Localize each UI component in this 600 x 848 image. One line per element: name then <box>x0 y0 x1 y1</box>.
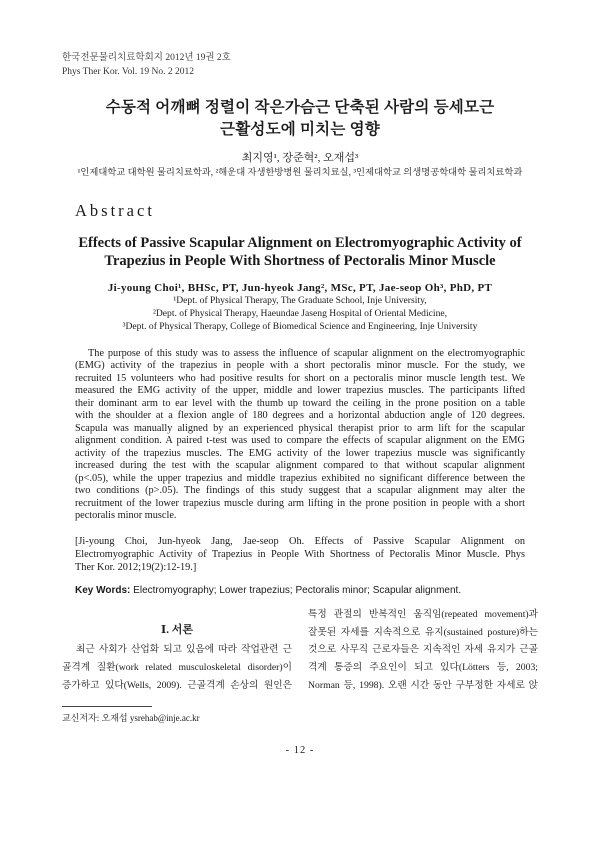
intro-left-column <box>62 641 292 694</box>
corresponding-author-note: 교신저자: 오재섭 ysrehab@inje.ac.kr <box>62 713 200 723</box>
korean-title-line: 수동적 어깨뼈 정렬이 작은가슴근 단축된 사람의 등세모근 <box>105 99 495 116</box>
citation-line: Ther Kor. 2012;19(2):12-19.] <box>75 561 197 573</box>
abstract-line: their dominant arm to ear level with the thumb up toward the ceiling in the prone position on a table <box>75 397 525 409</box>
journal-header <box>62 51 382 79</box>
korean-authors-block <box>40 151 560 165</box>
page-number-block <box>200 744 400 758</box>
abstract-line: pectoralis minor muscle. <box>75 510 177 522</box>
english-authors: Ji-young Choi¹, BHSc, PT, Jun-hyeok Jang², MSc, PT, Jae-seop Oh³, PhD, PT <box>107 282 493 294</box>
abstract-line: recruited 15 volunteers who had positive results for short on a pectoralis minor muscle length test. We <box>75 372 525 384</box>
abstract-line: measured the EMG activity of the upper, middle and lower trapezius muscles. The participants lifted <box>75 385 525 397</box>
citation-line: [Ji-young Choi, Jun-hyeok Jang, Jae-seop Oh. Effects of Passive Scapular Alignment on <box>75 535 525 547</box>
intro-right-line: 특정 관절의 반복적인 움직임(repeated movement)과 <box>308 609 538 620</box>
abstract-line: increased during the test with the scapular alignment compared to that without scapular alignment <box>75 460 525 472</box>
section-heading-block <box>62 621 292 639</box>
intro-right-line: 것으로 사무직 근로자들은 지속적인 자세 유지가 근골 <box>308 644 538 656</box>
footnote-block <box>62 712 362 724</box>
abstract-heading-block <box>75 201 275 221</box>
affiliation-line: ²Dept. of Physical Therapy, Haeundae Jaseng Hospital of Oriental Medicine, <box>152 308 448 319</box>
korean-title-line: 근활성도에 미치는 영향 <box>220 121 380 138</box>
section-heading: Ⅰ. 서론 <box>161 624 193 636</box>
intro-right-line: Norman 등, 1998). 오랜 시간 동안 구부정한 자세로 앉 <box>308 679 538 691</box>
english-title <box>50 234 550 270</box>
abstract-heading: Abstract <box>75 201 155 220</box>
abstract-line: (p<.05), while the upper trapezius and middle trapezius exhibited no significant difference between the <box>75 472 525 484</box>
intro-left-line: 증가하고 있다(Wells, 2009). 근골격계 손상의 원인은 <box>62 679 292 691</box>
abstract-body <box>75 348 525 523</box>
affiliation-line: ³Dept. of Physical Therapy, College of Biomedical Science and Engineering, Inje University <box>122 321 478 332</box>
abstract-line: with the shoulder at a flexion angle of 180 degrees and a horizontal abduction angle of 120 degrees. <box>75 410 525 422</box>
keywords <box>75 584 525 598</box>
korean-affiliations: ¹인제대학교 대학원 물리치료학과, ²해운대 자생한방병원 물리치료실, ³인제대학교 의생명공학대학 물리치료학과 <box>77 168 523 178</box>
english-title-line: Trapezius in People With Shortness of Pectoralis Minor Muscle <box>104 253 496 269</box>
intro-right-column <box>308 606 538 695</box>
intro-right-line: 격계 통증의 주요인이 되고 있다(Lötters 등, 2003; <box>308 662 538 674</box>
abstract-line: activity of the trapezius muscles. The EMG activity of the lower trapezius muscle was significantly <box>75 447 525 459</box>
abstract-line: two conditions (p>.05). The findings of this study suggest that a scapular alignment may alter the <box>75 485 525 497</box>
keywords-label: Key Words: <box>75 585 131 596</box>
abstract-line: recruitment of the lower trapezius muscle during arm lifting in the prone position in people with a short <box>75 497 525 509</box>
korean-authors: 최지영¹, 장준혁², 오재섭³ <box>241 152 359 164</box>
journal-name-korean: 한국전문물리치료학회지 2012년 19권 2호 <box>62 53 231 63</box>
keywords-block <box>75 584 525 598</box>
abstract-line: (EMG) activity of the trapezius in people with a short pectoralis minor muscle. For the study, we <box>75 360 525 372</box>
intro-left-line: 골격계 질환(work related musculoskeletal disorder)이 <box>62 662 292 674</box>
english-affiliations <box>50 294 550 333</box>
footnote-rule <box>62 706 152 707</box>
abstract-line: Scapula was manually aligned by an experienced physical therapist prior to arm lift for the scapular <box>75 422 525 434</box>
keywords-text: Electromyography; Lower trapezius; Pectoralis minor; Scapular alignment. <box>133 585 462 596</box>
citation <box>75 535 525 574</box>
intro-right-line: 잘못된 자세를 지속적으로 유지(sustained posture)하는 <box>308 626 538 638</box>
intro-left-line: 최근 사회가 산업화 되고 있음에 따라 작업관련 근 <box>76 644 292 656</box>
citation-line: Electromyographic Activity of Trapezius in People With Shortness of Pectoralis Minor Muscle. Phys <box>75 548 525 560</box>
korean-title <box>40 97 560 141</box>
affiliation-line: ¹Dept. of Physical Therapy, The Graduate School, Inje University, <box>173 295 427 306</box>
journal-name-english: Phys Ther Kor. Vol. 19 No. 2 2012 <box>62 67 194 77</box>
page-number: - 12 - <box>285 745 315 756</box>
english-title-line: Effects of Passive Scapular Alignment on Electromyographic Activity of <box>78 235 522 251</box>
abstract-line: alignment condition. A paired t-test was used to compare the effects of scapular alignment on the EMG <box>75 435 525 447</box>
korean-affiliations-block <box>50 166 550 180</box>
abstract-line: The purpose of this study was to assess the influence of scapular alignment on the electromyographic <box>88 347 525 359</box>
